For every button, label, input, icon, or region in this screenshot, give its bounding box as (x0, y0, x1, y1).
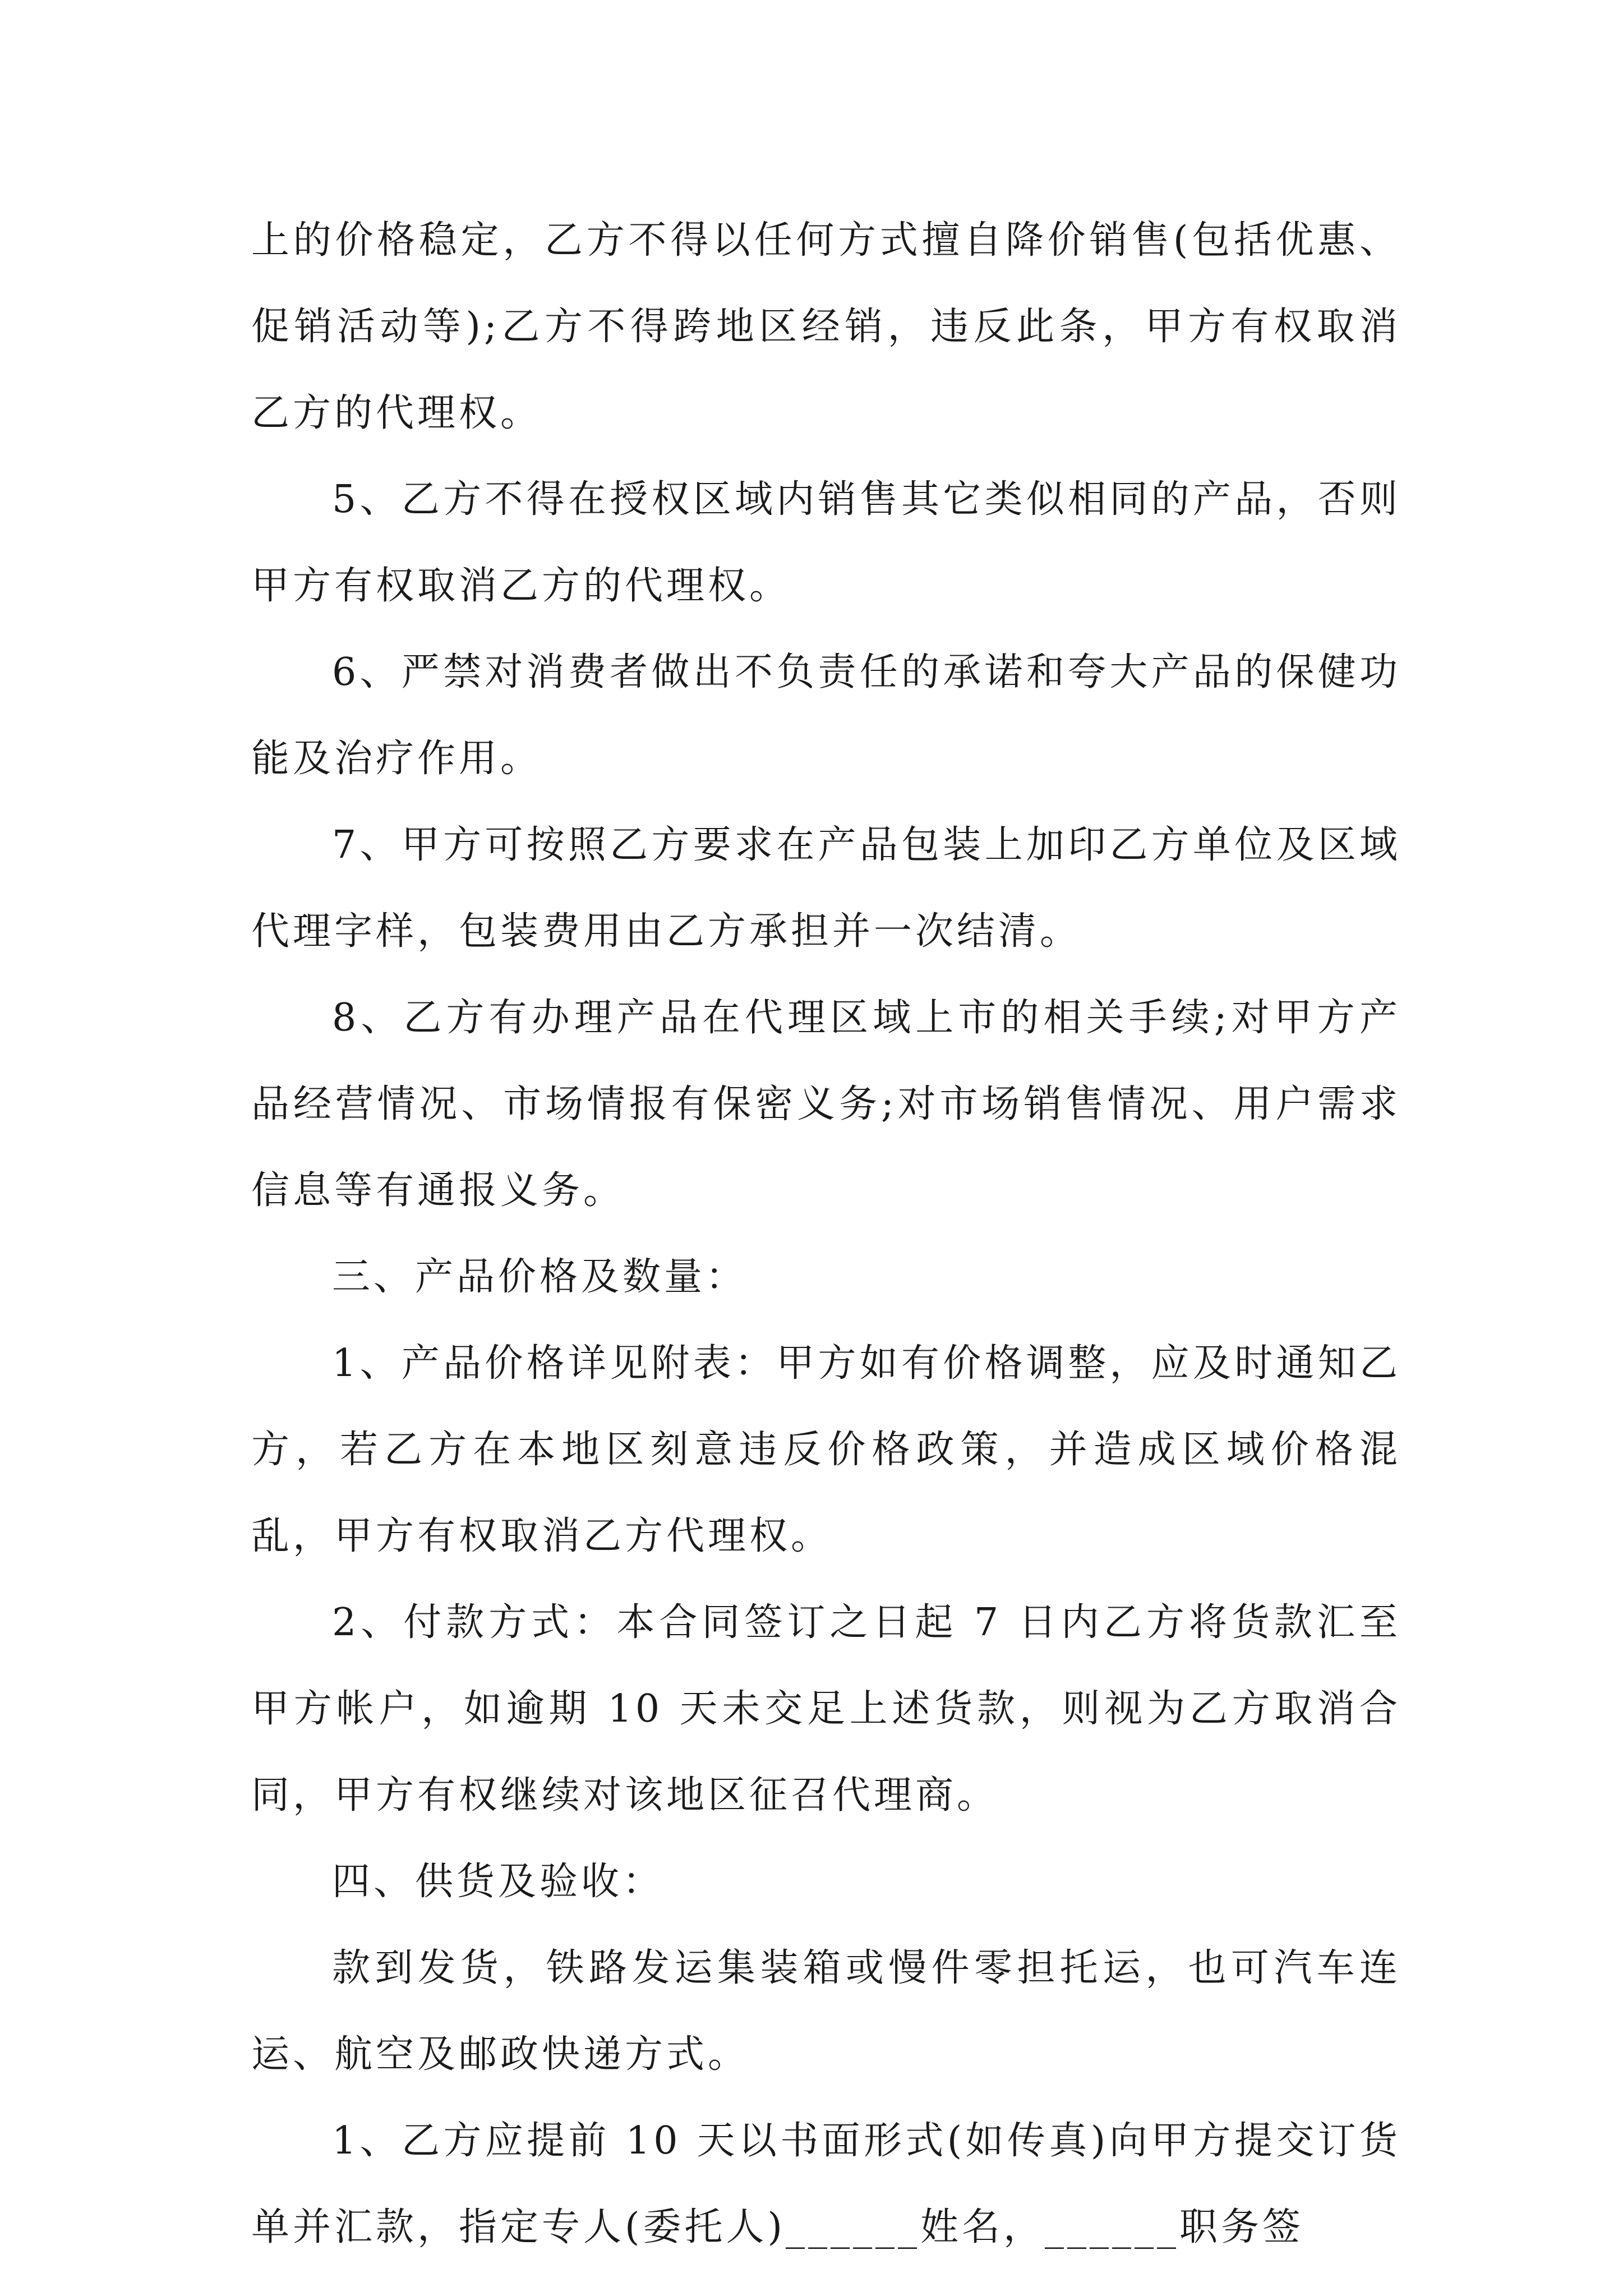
paragraph: 1、产品价格详见附表：甲方如有价格调整，应及时通知乙方，若乙方在本地区刻意违反价格政策，并造成区域价格混乱，甲方有权取消乙方代理权。 (251, 1341, 1401, 1558)
paragraph: 8、乙方有办理产品在代理区域上市的相关手续;对甲方产品经营情况、市场情报有保密义务;对市场销售情况、用户需求信息等有通报义务。 (251, 996, 1401, 1213)
section-heading: 三、产品价格及数量： (332, 1255, 748, 1299)
paragraph: 6、严禁对消费者做出不负责任的承诺和夸大产品的保健功能及治疗作用。 (251, 650, 1401, 781)
paragraph: 1、乙方应提前 10 天以书面形式(如传真)向甲方提交订货单并汇款，指定专人(委托人)______姓名，______职务签 (251, 2119, 1401, 2249)
document-body (251, 197, 1401, 2271)
section-heading: 四、供货及验收： (332, 1860, 665, 1904)
paragraph: 2、付款方式：本合同签订之日起 7 日内乙方将货款汇至甲方帐户，如逾期 10 天未交足上述货款，则视为乙方取消合同，甲方有权继续对该地区征召代理商。 (251, 1600, 1401, 1818)
paragraph: 5、乙方不得在授权区域内销售其它类似相同的产品，否则甲方有权取消乙方的代理权。 (251, 477, 1401, 608)
paragraph: 款到发货，铁路发运集装箱或慢件零担托运，也可汽车连运、航空及邮政快递方式。 (251, 1946, 1401, 2077)
paragraph: 上的价格稳定，乙方不得以任何方式擅自降价销售(包括优惠、促销活动等);乙方不得跨地区经销，违反此条，甲方有权取消乙方的代理权。 (251, 218, 1401, 435)
paragraph: 7、甲方可按照乙方要求在产品包装上加印乙方单位及区域代理字样，包装费用由乙方承担并一次结清。 (251, 823, 1401, 954)
